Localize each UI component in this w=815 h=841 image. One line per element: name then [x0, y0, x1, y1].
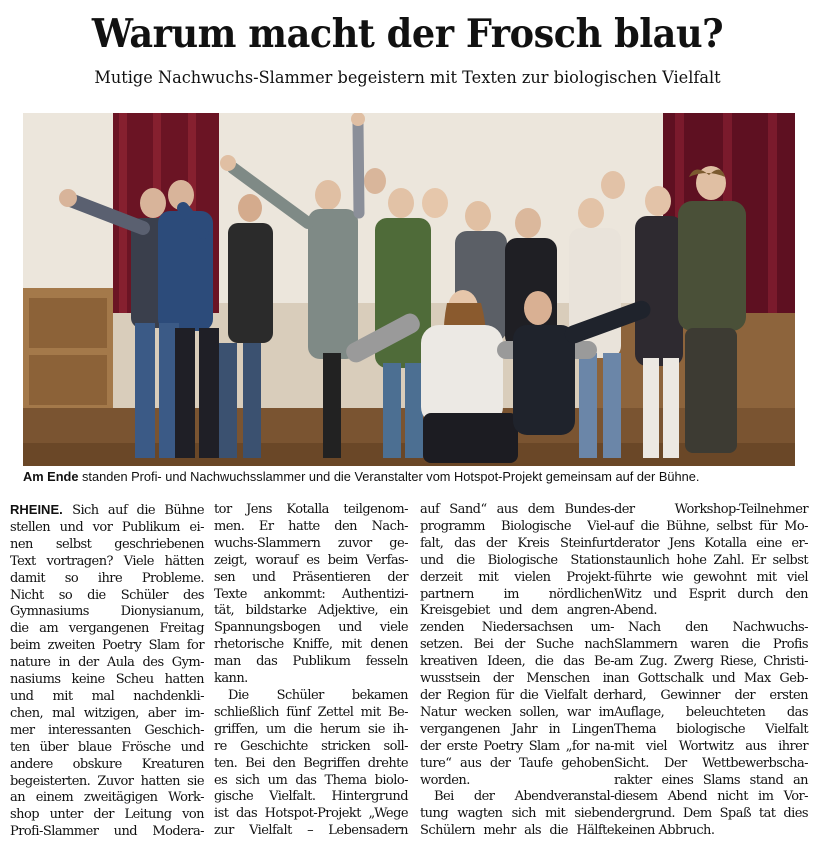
article-text: Schülern mehr als die Hälfte: [420, 823, 614, 839]
article-text: derator Jens Kotalla eine er-: [614, 535, 808, 551]
article-text: Spannungsbogen und viele: [214, 620, 408, 636]
article-text: damit so ihre Probleme.: [10, 570, 204, 586]
article-text: schließlich fünf Zettel mit Be-: [214, 704, 408, 720]
article-text-line: [10, 807, 204, 824]
caption-text: standen Profi- und Nachwuchsslammer und die Veranstalter vom Hotspot-Projekt gemeinsam auf der Bühne.: [78, 469, 700, 484]
article-text-line: [420, 502, 614, 519]
article-text-line: [420, 688, 614, 705]
article-text-line: [420, 587, 614, 604]
article-text: chen, mal witzigen, aber im-: [10, 705, 204, 721]
article-text-line: [614, 722, 808, 739]
article-text-line: [10, 520, 204, 537]
article-text-line: [420, 553, 614, 570]
article-text-line: [214, 519, 408, 536]
article-text-line: [214, 823, 408, 840]
group-photo-icon: [23, 113, 795, 466]
article-text-line: [10, 672, 204, 689]
article-text-line: [420, 756, 614, 773]
article-text-line: [214, 637, 408, 654]
article-text: hard, Gewinner der ersten: [614, 687, 808, 703]
article-text-line: [614, 688, 808, 705]
article-text-line: [10, 740, 204, 757]
article-text-line: [10, 774, 204, 791]
article-text: tor Jens Kotalla teilgenom-: [214, 502, 408, 517]
article-text: Profi-Slammer und Modera-: [10, 824, 204, 840]
article-text: an Gottschalk und Max Geb-: [614, 671, 808, 687]
article-text-line: [614, 519, 808, 536]
article-text-line: [10, 655, 204, 672]
article-text-line: [214, 722, 408, 739]
article-text-line: [420, 722, 614, 739]
article-text-line: [420, 620, 614, 637]
article-text-line: [214, 705, 408, 722]
article-text: zeigt, worauf es beim Verfas-: [214, 552, 408, 568]
article-text: wusstsein der Menschen in: [420, 671, 614, 687]
subheadline: Mutige Nachwuchs-Slammer begeistern mit Texten zur biologischen Vielfalt: [94, 68, 721, 88]
article-text: dergrund. Dem Spaß tat dies: [614, 806, 808, 822]
article-text: Witz und Esprit durch den: [614, 586, 808, 602]
article-text: men. Er hatte den Nach-: [214, 518, 408, 534]
article-text-line: [214, 570, 408, 587]
article-column-1: [10, 502, 204, 841]
article-text-line: [214, 603, 408, 620]
article-column-4: [614, 502, 808, 840]
article-text: der Workshop-Teilnehmer: [614, 502, 808, 517]
article-text-line: [10, 706, 204, 723]
article-text-line: [614, 637, 808, 654]
article-text-line: [214, 688, 408, 705]
article-text-line: [10, 723, 204, 740]
headline: Warum macht der Frosch blau?: [91, 11, 724, 57]
article-text-line: [614, 739, 808, 756]
article-text-line: [420, 823, 614, 840]
article-text: wuchs-Slammern zuvor ge-: [214, 535, 408, 551]
article-text-line: [614, 773, 808, 790]
article-text-line: [214, 620, 408, 637]
article-text: es sich um das Thema biolo-: [214, 772, 408, 788]
article-text-line: [614, 806, 808, 823]
article-text-line: [214, 553, 408, 570]
article-text: Nach den Nachwuchs-: [628, 620, 808, 636]
article-text: re Geschichte stricken soll-: [214, 738, 408, 754]
article-text-line: [420, 705, 614, 722]
article-text: rhetorische Kniffe, mit denen: [214, 637, 408, 653]
article-text: andere obskure Kreaturen: [10, 756, 204, 772]
article-text: nasiums keine Scheu hatten: [10, 672, 204, 688]
article-text: vergangenen Jahr in Lingen: [420, 721, 614, 737]
article-text: der erste Poetry Slam „for na-: [420, 738, 614, 754]
article-text-line: [10, 757, 204, 774]
article-text: rakter eines Slams stand an: [614, 772, 808, 788]
article-text: programm Biologische Viel-: [420, 518, 614, 534]
article-text: beim zweiten Poetry Slam for: [10, 638, 204, 654]
article-text: auf die Bühne, selbst für Mo-: [614, 518, 808, 534]
article-text: ist das Hotspot-Projekt „Wege: [214, 806, 408, 822]
article-text-line: [420, 637, 614, 654]
article-column-2: [214, 502, 408, 840]
article-text: und die Biologische Station: [420, 552, 614, 568]
article-text: Bei der Abendveranstal-: [434, 789, 614, 805]
article-text-line: [10, 638, 204, 655]
photo-caption: [23, 468, 795, 485]
article-text: Auflage, beleuchteten das: [614, 704, 808, 720]
article-text-line: [420, 603, 614, 620]
article-text-line: [10, 554, 204, 571]
article-text: kreativen Ideen, die das Be-: [420, 654, 614, 670]
article-text: auf Sand“ aus dem Bundes-: [420, 502, 614, 517]
article-text-line: [10, 689, 204, 706]
article-text-line: [214, 502, 408, 519]
article-text: keinen Abbruch.: [614, 823, 715, 839]
article-text-line: [420, 806, 614, 823]
article-text-line: [614, 536, 808, 553]
article-text-line: [10, 588, 204, 605]
article-text: partnern im nördlichen: [420, 586, 614, 602]
article-text-line: [614, 823, 808, 840]
article-text-line: [214, 756, 408, 773]
article-text-line: [420, 739, 614, 756]
article-text-line: [614, 671, 808, 688]
article-text-line: [420, 789, 614, 806]
article-text-line: [614, 570, 808, 587]
dateline: RHEINE.: [10, 502, 73, 517]
article-text-line: [614, 756, 808, 773]
article-text-line: [214, 654, 408, 671]
article-text: falt, das der Kreis Steinfurt: [420, 535, 614, 551]
article-text: Thema biologische Vielfalt: [614, 721, 808, 737]
article-text: ten über blaue Frösche und: [10, 739, 204, 755]
article-text: Text vortragen? Viele hätten: [10, 553, 204, 569]
article-text-line: [614, 553, 808, 570]
article-text: gische Vielfalt. Hintergrund: [214, 789, 408, 805]
article-photo: [23, 113, 795, 466]
article-text: Die Schüler bekamen: [228, 687, 408, 703]
article-text: mit viel Wortwitz aus ihrer: [614, 738, 808, 754]
article-text: an einem zweitägigen Work-: [10, 790, 204, 806]
article-text: ten. Bei den Begriffen drehte: [214, 755, 408, 771]
article-text-line: [420, 654, 614, 671]
article-text: führte wie gewohnt mit viel: [614, 569, 808, 585]
article-text: mer interessanten Geschich-: [10, 722, 204, 738]
article-text-line: [420, 536, 614, 553]
article-text: Sich auf die Bühne: [72, 503, 205, 518]
article-text: Slammern waren die Profis: [614, 637, 808, 653]
article-text: die am vergangenen Freitag: [10, 621, 204, 637]
article-text: ture“ aus der Taufe gehoben: [420, 755, 614, 771]
article-text-line: [214, 773, 408, 790]
article-text: zenden Niedersachsen um-: [420, 620, 614, 636]
article-text-line: [614, 620, 808, 637]
article-text: stellen und vor Publikum ei-: [10, 519, 204, 535]
article-text-line: [420, 671, 614, 688]
article-text: kann.: [214, 671, 248, 687]
article-text: Natur wecken sollen, war im: [420, 704, 614, 720]
article-text-line: [614, 789, 808, 806]
article-text: nen selbst geschriebenen: [10, 536, 204, 552]
article-text-line: [614, 654, 808, 671]
article-text-line: [10, 502, 204, 520]
article-text-line: [614, 603, 808, 620]
article-column-3: [420, 502, 614, 840]
article-text: tät, bildstarke Adjektive, ein: [214, 603, 408, 619]
article-text-line: [420, 570, 614, 587]
article-text: sen und Präsentieren der: [214, 569, 408, 585]
article-text-line: [614, 502, 808, 519]
article-text: Gymnasiums Dionysianum,: [10, 604, 204, 620]
article-text: Sicht. Der Wettbewerbscha-: [614, 755, 808, 771]
article-text: Nicht so die Schüler des: [10, 587, 204, 603]
article-text: nature in der Aula des Gym-: [10, 655, 204, 671]
article-text-line: [10, 790, 204, 807]
article-text: tung wagten sich mit sieben: [420, 806, 614, 822]
article-text-line: [614, 705, 808, 722]
article-text-line: [214, 789, 408, 806]
article-text: worden.: [420, 772, 470, 788]
article-text: Kreisgebiet und dem angren-: [420, 603, 614, 619]
article-text: derzeit mit vielen Projekt-: [420, 569, 614, 585]
article-text-line: [420, 519, 614, 536]
article-text-line: [214, 806, 408, 823]
article-text-line: [10, 621, 204, 638]
article-text: griffen, um die herum sie ih-: [214, 721, 408, 737]
article-text: der Region für die Vielfalt der: [420, 687, 614, 703]
caption-lead: Am Ende: [23, 469, 79, 484]
article-text-line: [214, 739, 408, 756]
article-text-line: [214, 536, 408, 553]
article-text: begeisterten. Zuvor hatten sie: [10, 773, 204, 789]
article-text: und mit mal nachdenkli-: [10, 688, 204, 704]
article-text-line: [10, 604, 204, 621]
article-text: Texte ankommt: Authentizi-: [214, 586, 408, 602]
article-text-line: [214, 671, 408, 688]
article-text-line: [214, 587, 408, 604]
article-text: staunlich hohe Zahl. Er selbst: [614, 552, 808, 568]
article-text: am Zug. Zwerg Riese, Christi-: [614, 654, 808, 670]
article-text: setzen. Bei der Suche nach: [420, 637, 614, 653]
article-text: man das Publikum fesseln: [214, 654, 408, 670]
article-text-line: [10, 571, 204, 588]
article-text: Abend.: [614, 603, 657, 619]
article-text-line: [420, 773, 614, 790]
article-text: shop unter der Leitung von: [10, 807, 204, 823]
article-text-line: [614, 587, 808, 604]
article-text-line: [10, 537, 204, 554]
article-text-line: [10, 824, 204, 841]
article-text: zur Vielfalt – Lebensadern: [214, 823, 408, 839]
article-text: diesem Abend nicht im Vor-: [614, 789, 808, 805]
